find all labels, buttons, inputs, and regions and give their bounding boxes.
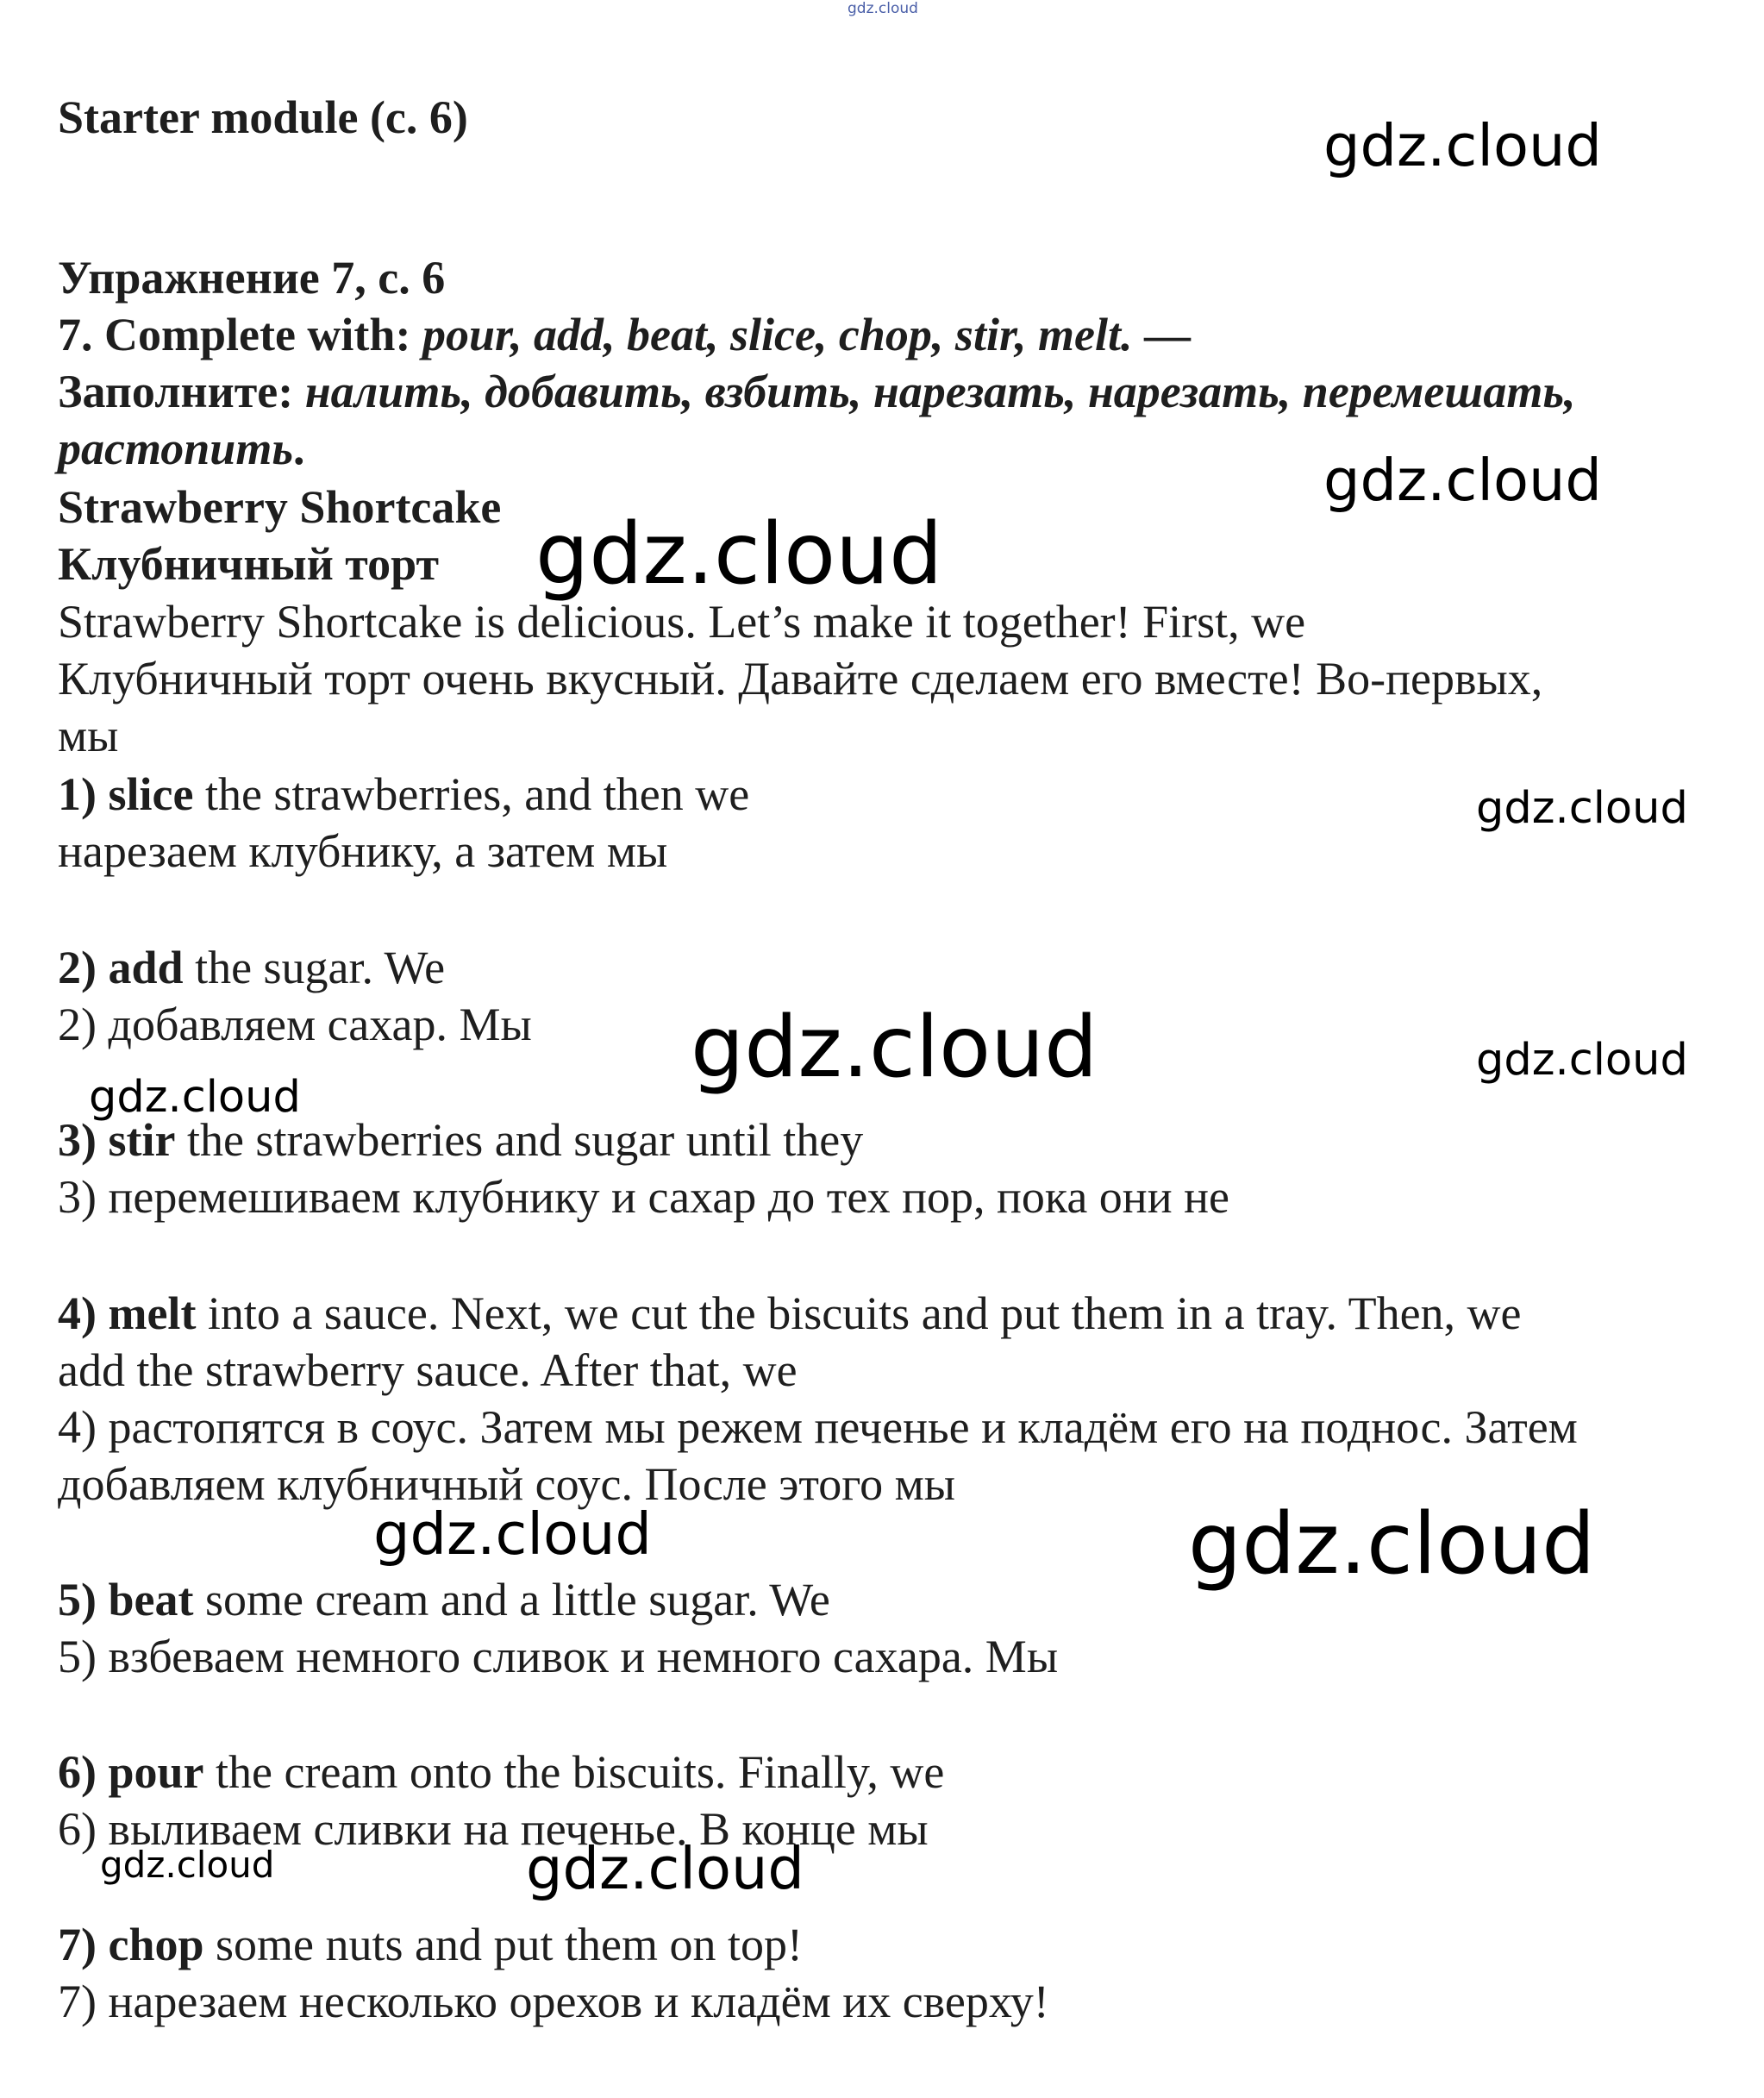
task-lead: Complete with:: [104, 309, 422, 360]
step-6-verb: pour: [108, 1746, 204, 1798]
step-5-ru: 5) взбеваем немного сливок и немного сахара. Мы: [58, 1631, 1059, 1682]
watermark: gdz.cloud: [100, 1844, 275, 1886]
watermark: gdz.cloud: [1323, 112, 1602, 179]
step-6-text: the cream onto the biscuits. Finally, we: [203, 1746, 945, 1798]
task-en: [58, 306, 1191, 363]
step-1-num: 1): [58, 768, 97, 820]
watermark: gdz.cloud: [535, 505, 943, 604]
task-words: pour, add, beat, slice, chop, stir, melt.: [422, 309, 1133, 360]
task-ru-words: налить, добавить, взбить, нарезать, нарезать, перемешать,: [304, 366, 1576, 417]
step-1-en: [58, 766, 749, 823]
step-6-num: 6): [58, 1746, 97, 1798]
step-7-text: some nuts and put them on top!: [203, 1919, 803, 1970]
step-2-verb: add: [108, 942, 184, 993]
task-ru-line1: [58, 363, 1576, 420]
step-7-num: 7): [58, 1919, 97, 1970]
watermark: gdz.cloud: [691, 999, 1098, 1097]
step-3-ru: 3) перемешиваем клубнику и сахар до тех пор, пока они не: [58, 1171, 1229, 1223]
watermark: gdz.cloud: [526, 1835, 804, 1902]
step-4-text: into a sauce. Next, we cut the biscuits and put them in a tray. Then, we: [196, 1287, 1522, 1339]
step-5-num: 5): [58, 1574, 97, 1625]
step-4-ru-line2: добавляем клубничный соус. После этого мы: [58, 1458, 956, 1510]
task-ru-line2: [58, 420, 305, 477]
step-5-en: [58, 1571, 830, 1628]
watermark: gdz.cloud: [1476, 1035, 1688, 1086]
step-5-verb: beat: [108, 1574, 194, 1625]
task-ru-words-2: растопить: [58, 423, 294, 474]
watermark: gdz.cloud: [373, 1500, 652, 1568]
step-7-verb: chop: [108, 1919, 204, 1970]
intro-en: Strawberry Shortcake is delicious. Let’s make it together! First, we: [58, 596, 1306, 648]
step-1-verb: slice: [108, 768, 194, 820]
step-4-ru: 4) растопятся в соус. Затем мы режем печенье и кладём его на поднос. Затем: [58, 1401, 1578, 1453]
step-4-verb: melt: [108, 1287, 197, 1339]
task-ru-lead: Заполните:: [58, 366, 305, 417]
step-3-text: the strawberries and sugar until they: [175, 1114, 864, 1166]
step-6-ru: 6) выливаем сливки на печенье. В конце мы: [58, 1803, 929, 1855]
watermark: gdz.cloud: [1188, 1495, 1596, 1594]
watermark: gdz.cloud: [1323, 447, 1602, 514]
task-number: 7.: [58, 309, 93, 360]
watermark-top: gdz.cloud: [848, 0, 918, 17]
exercise-heading: Упражнение 7, с. 6: [58, 252, 446, 304]
step-7-en: [58, 1916, 803, 1973]
step-6-en: [58, 1744, 944, 1801]
recipe-title-en: Strawberry Shortcake: [58, 481, 502, 533]
step-4-en-line2: add the strawberry sauce. After that, we: [58, 1344, 798, 1396]
task-ru-end: .: [293, 423, 305, 474]
step-4-num: 4): [58, 1287, 97, 1339]
step-7-ru: 7) нарезаем несколько орехов и кладём их сверху!: [58, 1976, 1049, 2027]
intro-ru-line1: Клубничный торт очень вкусный. Давайте сделаем его вместе! Во-первых,: [58, 653, 1543, 705]
recipe-title-ru: Клубничный торт: [58, 538, 439, 590]
step-4-en: [58, 1285, 1522, 1342]
step-5-text: some cream and a little sugar. We: [193, 1574, 830, 1625]
step-3-num: 3): [58, 1114, 97, 1166]
step-3-verb: stir: [108, 1114, 176, 1166]
step-1-ru: нарезаем клубнику, а затем мы: [58, 825, 668, 877]
step-2-ru: 2) добавляем сахар. Мы: [58, 999, 532, 1050]
step-1-text: the strawberries, and then we: [193, 768, 750, 820]
step-2-en: [58, 939, 445, 996]
watermark: gdz.cloud: [89, 1072, 301, 1123]
watermark: gdz.cloud: [1476, 783, 1688, 834]
step-2-text: the sugar. We: [183, 942, 446, 993]
header-title: Starter module (с. 6): [58, 91, 468, 143]
step-2-num: 2): [58, 942, 97, 993]
task-dash: —: [1132, 309, 1191, 360]
intro-ru-line2: мы: [58, 710, 119, 761]
